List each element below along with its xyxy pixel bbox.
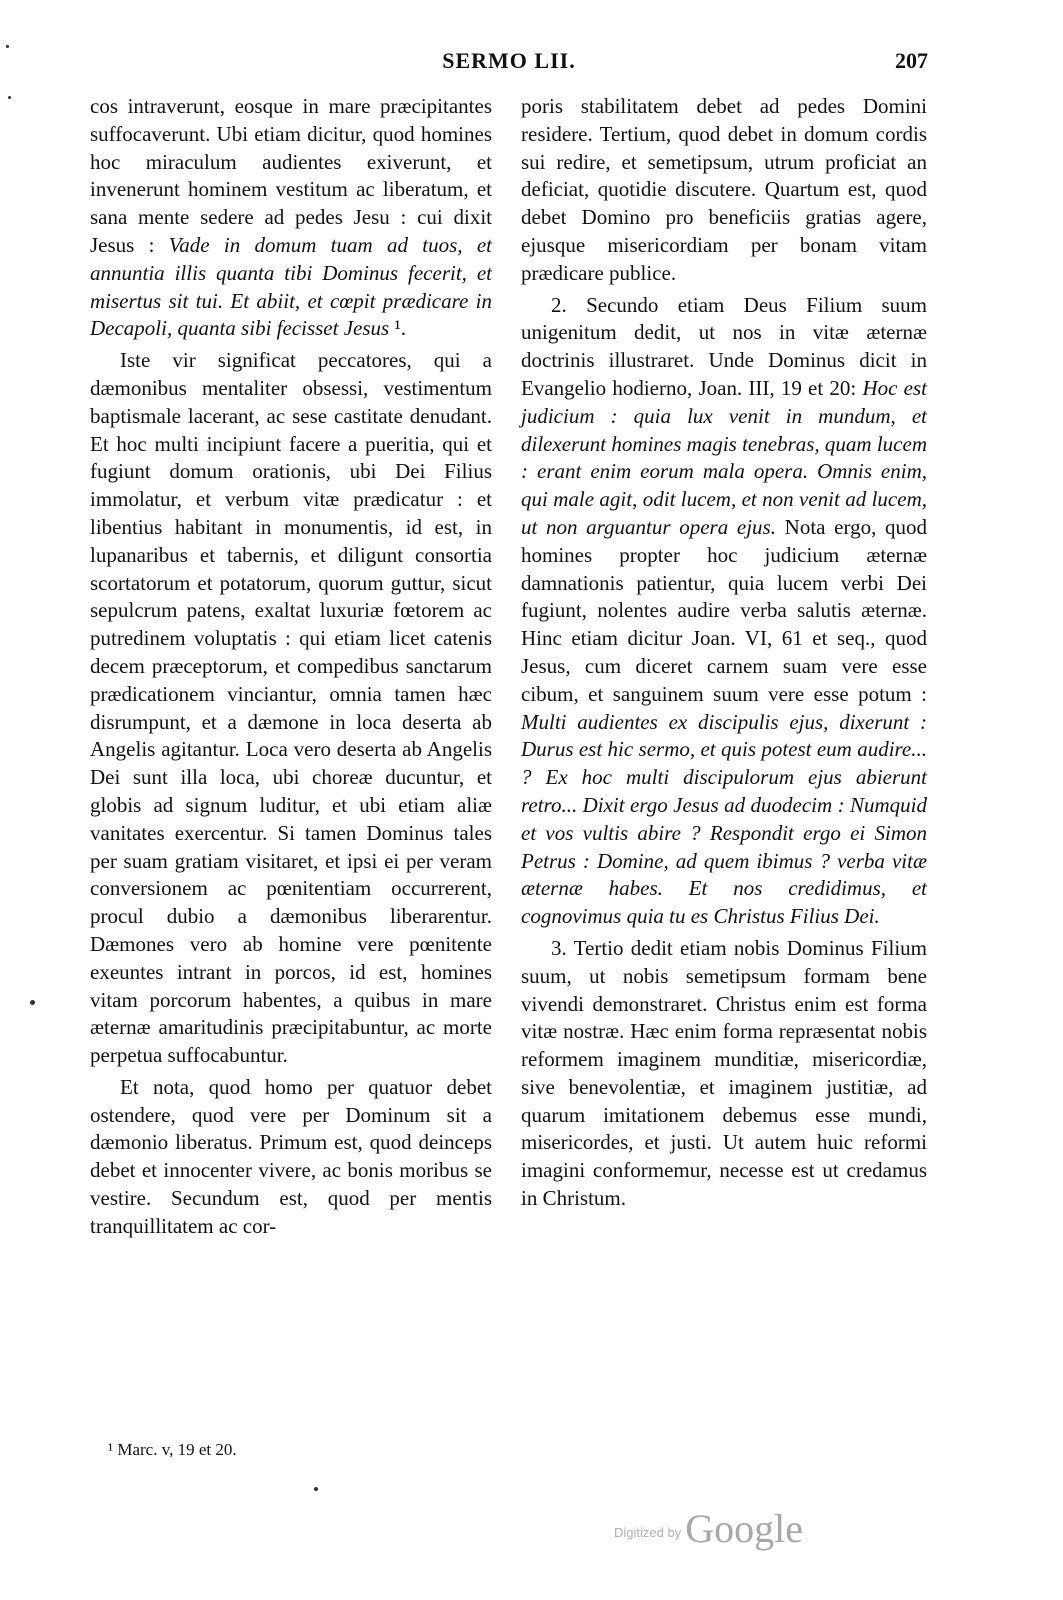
scan-speck [314,1487,318,1491]
paragraph [521,935,927,1213]
text-run: poris stabilitatem debet ad pedes Domini residere. Tertium, quod debet in domum cordis sui redire, et semetipsum, utrum proficiat an deficiat, quotidie discutere. Quartum est, quod debet Domino pro beneficiis gratias agere, ejusque misericordiam per bonam vitam prædicare publice. [521,94,927,285]
scan-speck [6,45,9,48]
scan-speck [8,96,11,99]
text-run: cos intraverunt, eosque in mare præcipitantes suffocaverunt. Ubi etiam dicitur, quod homines hoc miraculum audientes exiverunt, et invenerunt hominem vestitum ac liberatum, et sana mente sedere ad pedes Jesu : cui dixit Jesus : [90,94,492,257]
footnote-ref: ¹. [389,316,406,341]
scan-speck [30,1000,35,1005]
page-header [90,48,928,84]
italic-quote: Vade in domum tuam ad tuos, et annuntia illis quanta tibi Dominus fecerit, et misertus sit tui. Et abiit, et cœpit prædicare in Decapoli, quanta sibi fecisset Jesus [90,232,492,341]
italic-quote: Hoc est judicium : quia lux venit in mundum, et dilexerunt homines magis tenebras, quam lucem : erant enim eorum mala opera. Omnis enim, qui male agit, odit lucem, et non venit ad lucem, ut non arguantur opera ejus. [521,375,927,539]
paragraph [521,292,927,931]
text-run: Nota ergo, quod homines propter hoc judicium æternæ damnationis patientur, quia lucem verbi Dei fugiunt, nolentes audire verba salutis æternæ. Hinc etiam dicitur Joan. VI, 61 et seq., quod Jesus, cum diceret carnem suam vere esse cibum, et sanguinem suum vere esse potum : [521,514,927,706]
paragraph [90,1074,492,1241]
page-number: 207 [895,48,928,73]
right-column [521,93,927,1213]
paragraph [521,93,927,288]
text-run: 3. Tertio dedit etiam nobis Dominus Filium suum, ut nobis semetipsum formam bene vivendi demonstraret. Christus enim est forma vitæ nostræ. Hæc enim forma repræsentat nobis reformem imaginem munditiæ, misericordiæ, sive benevolentiæ, et imaginem justitiæ, ad quarum imitationem debemus esse mundi, misericordes, et justi. Ut autem huic reformi imagini conformemur, necesse est ut credamus in Christum. [521,935,927,1211]
watermark-small-text: Digitized by [614,1525,682,1540]
text-run: Iste vir significat peccatores, qui a dæmonibus mentaliter obsessi, vestimentum baptismale lacerant, ac sese castitate denudant. Et hoc multi incipiunt facere a pueritia, qui et fugiunt domum orationis, ubi Dei Filius immolatur, et verbum vitæ prædicatur : et libentius habitant in monumentis, id est, in lupanaribus et tabernis, et diligunt consortia scortatorum et potatorum, quorum guttur, sicut sepulcrum patens, exaltat luxuriæ fœtorem ac putredinem voluptatis : qui etiam licet catenis decem præceptorum, et compedibus sanctarum prædicationem vinciantur, omnia tamen hæc disrumpunt, et a dæmone in loca deserta ab Angelis agitantur. Loca vero deserta ab Angelis Dei sunt illa loca, ubi choreæ ducuntur, et globis ad signum luditur, et ubi etiam aliæ vanitates exercentur. Si tamen Dominus tales per suam gratiam visitaret, et ipsi ei per veram conversionem ac pœnitentiam occurrerent, procul dubio a dæmonibus liberarentur. Dæmones vero ab homine vere pœnitente exeuntes intrant in porcos, id est, homines vitam porcorum habentes, a quibus in mare æternæ amaritudinis præcipitabuntur, ac morte perpetua suffocabuntur. [90,348,492,1068]
paragraph [90,93,492,343]
google-watermark [614,1500,803,1552]
italic-quote: Multi audientes ex discipulis ejus, dixerunt : Durus est hic sermo, et quis potest eum audire... ? Ex hoc multi discipulorum ejus abierunt retro... Dixit ergo Jesus ad duodecim : Numquid et vos vultis abire ? Respondit ergo ei Simon Petrus : Domine, ad quem ibimus ? verba vitæ æternæ habes. Et nos credidimus, et cognovimus quia tu es Christus Filius Dei. [521,709,927,929]
text-run: 2. Secundo etiam Deus Filium suum unigenitum dedit, ut nos in vitæ æternæ doctrinis illustraret. Unde Dominus dicit in Evangelio hodierno, Joan. III, 19 et 20: [521,292,927,400]
footnote: ¹ Marc. v, 19 et 20. [108,1440,237,1459]
left-column [90,93,492,1241]
running-title: SERMO LII. [442,48,576,73]
google-logo: Google [685,1506,803,1551]
text-run: Et nota, quod homo per quatuor debet ostendere, quod vere per Dominum sit a dæmonio liberatus. Primum est, quod deinceps debet et innocenter vivere, ac bonis moribus se vestire. Secundum est, quod per mentis tranquillitatem ac cor- [90,1074,492,1238]
paragraph [90,347,492,1070]
